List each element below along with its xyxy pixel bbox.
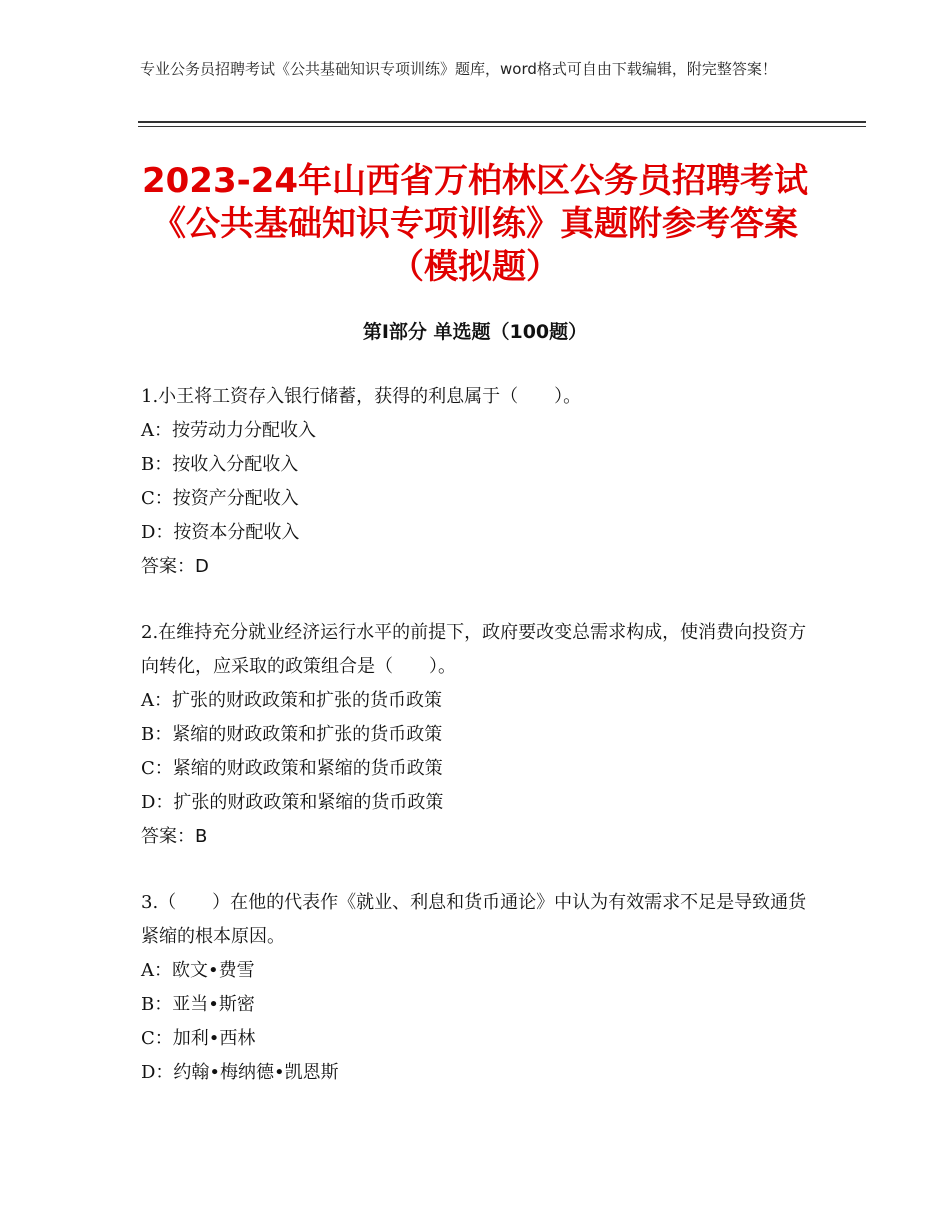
option-a: A：欧文•费雪	[141, 960, 255, 981]
header-rule-thick	[138, 121, 866, 123]
option-d: D：约翰•梅纳德•凯恩斯	[141, 1062, 339, 1083]
question-text: 3.（ ）在他的代表作《就业、利息和货币通论》中认为有效需求不足是导致通货紧缩的根本原因。	[141, 892, 807, 947]
question-list	[141, 380, 821, 1122]
answer: 答案：B	[141, 826, 208, 847]
question-text: 1.小王将工资存入银行储蓄，获得的利息属于（ ）。	[141, 386, 582, 407]
question-2	[141, 616, 821, 854]
header-note: 专业公务员招聘考试《公共基础知识专项训练》题库，word格式可自由下载编辑，附完整答案！	[140, 60, 777, 78]
option-c: C：紧缩的财政政策和紧缩的货币政策	[141, 758, 443, 779]
section-title: 第Ⅰ部分 单选题（100题）	[362, 321, 588, 343]
option-a: A：按劳动力分配收入	[141, 420, 316, 441]
header-rule-thin	[138, 126, 866, 127]
option-a: A：扩张的财政政策和扩张的货币政策	[141, 690, 442, 711]
question-3	[141, 886, 821, 1090]
option-c: C：加利•西林	[141, 1028, 256, 1049]
answer: 答案：D	[141, 556, 209, 577]
question-1	[141, 380, 821, 584]
option-d: D：扩张的财政政策和紧缩的货币政策	[141, 792, 444, 813]
option-c: C：按资产分配收入	[141, 488, 299, 509]
question-text: 2.在维持充分就业经济运行水平的前提下，政府要改变总需求构成，使消费向投资方向转化，应采取的政策组合是（ ）。	[141, 622, 807, 677]
document-title: 2023-24年山西省万柏林区公务员招聘考试《公共基础知识专项训练》真题附参考答案（模拟题）	[141, 161, 809, 287]
option-b: B：按收入分配收入	[141, 454, 299, 475]
option-b: B：紧缩的财政政策和扩张的货币政策	[141, 724, 443, 745]
option-d: D：按资本分配收入	[141, 522, 300, 543]
option-b: B：亚当•斯密	[141, 994, 255, 1015]
